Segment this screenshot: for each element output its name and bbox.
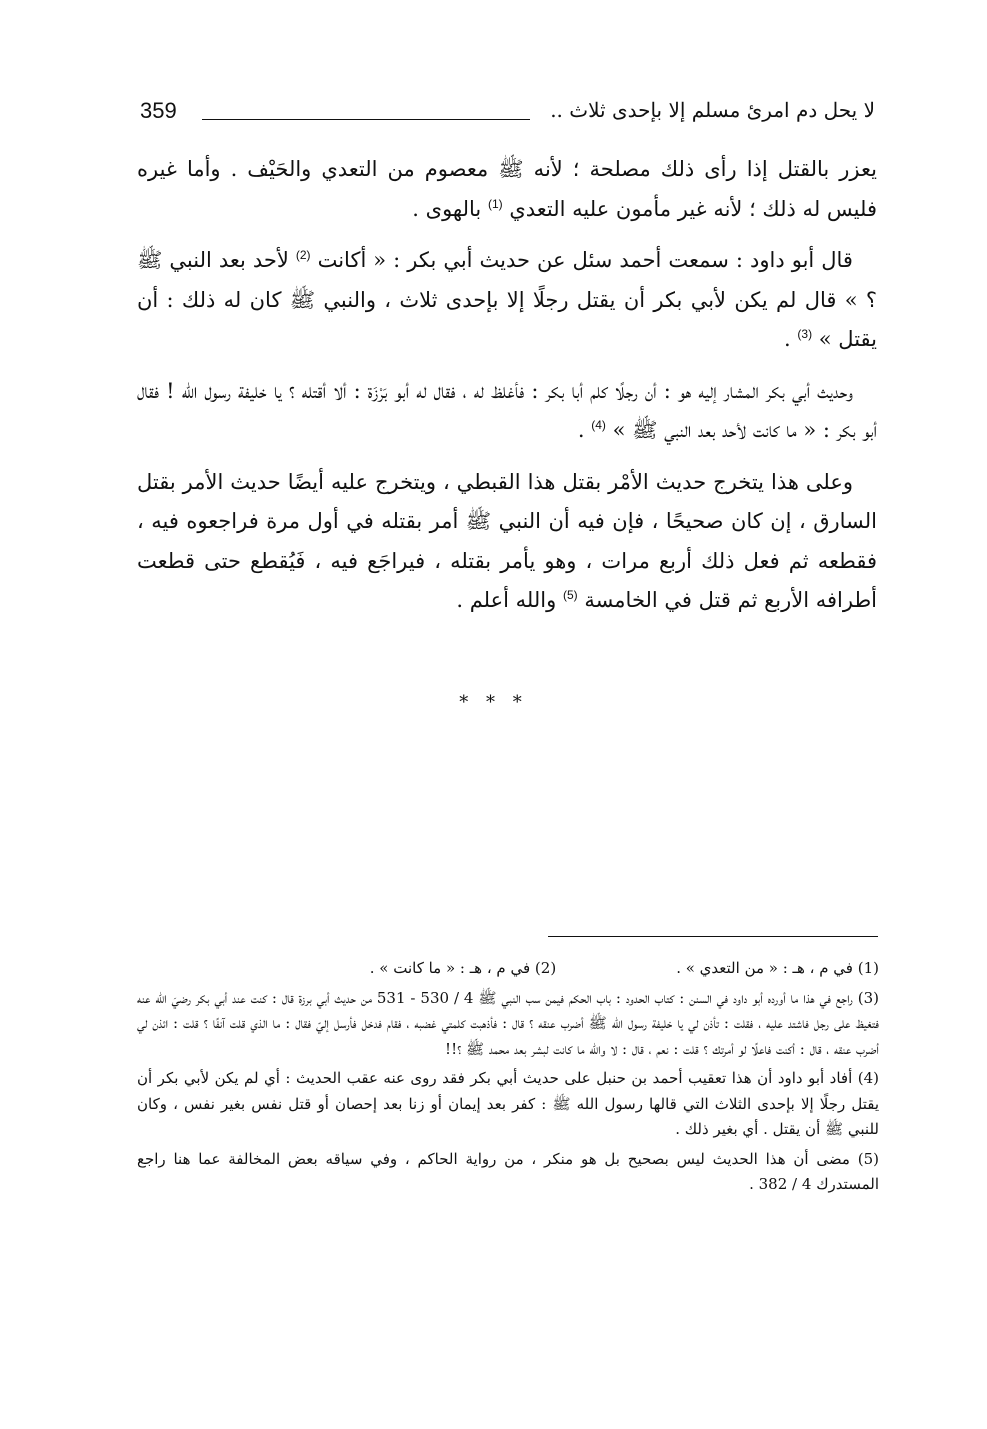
- paragraph-3-text: وحديث أبي بكر المشار إليه هو : أن رجلًا كلم أبا بكر : فأغلظ له ، فقال له أبو بَرْزَة : ألا أقتله ؟ يا خليفة رسول الله ! فقال أبو بكر : « ما كانت لأحد بعد النبي ﷺ »: [137, 378, 877, 442]
- footnote-3: (3) راجع في هذا ما أورده أبو داود في السنن : كتاب الحدود : باب الحكم فيمن سب النبي ﷺ 4 / 530 - 531 من حديث أبي برزة قال : كنت عند أبي بكر رضيَ الله عنه فتغيظ على رجل فاشتد عليه ، فقلت : تأذن لي يا خليفة رسول الله ﷺ أضرب عنقه ؟ قال : فأذهبت كلمتي غضبه ، فقام فدخل فأرسل إليّ فقال : ما الذي قلت آنفًا ؟ قلت : ائذن لي أضرب عنقه ، قال : أكنت فاعلًا لو أمرتك ؟ قلت : نعم ، قال : لا والله ما كانت لبشر بعد محمد ﷺ ؟!!: [137, 988, 879, 1058]
- running-header: [140, 98, 875, 132]
- paragraph-4-text: وعلى هذا يتخرج حديث الأمْر بقتل هذا القبطي ، ويتخرج عليه أيضًا حديث الأمر بقتل السارق ، إن كان صحيحًا ، فإن فيه أن النبي ﷺ أمر بقتله في أول مرة فراجعوه فيه ، فقطعه ثم فعل ذلك أربع مرات ، وهو يأمر بقتله ، فيراجَع فيه ، فَيُقطع حتى قطعت أطرافه الأربع ثم قتل في الخامسة: [137, 469, 877, 612]
- section-separator: * * *: [459, 692, 528, 713]
- paragraph-2-tail: .: [784, 327, 791, 351]
- paragraph-2-text-b: لأحد بعد النبي ﷺ ؟ » قال لم يكن لأبي بكر أن يقتل رجلًا إلا بإحدى ثلاث ، والنبي ﷺ كان له ذلك : أن يقتل »: [137, 248, 877, 351]
- footnote-ref-4[interactable]: (4): [591, 418, 606, 432]
- paragraph-1-text: يعزر بالقتل إذا رأى ذلك مصلحة ؛ لأنه ﷺ معصوم من التعدي والحَيْف . وأما غيره فليس له ذلك ؛ لأنه غير مأمون عليه التعدي: [137, 157, 877, 221]
- footnote-rule: [548, 936, 878, 937]
- footnote-ref-2[interactable]: (2): [295, 248, 311, 262]
- footnote-ref-5[interactable]: (5): [562, 588, 578, 602]
- paragraph-1: [137, 150, 877, 229]
- footnote-ref-3[interactable]: (3): [797, 327, 813, 341]
- paragraph-2: [137, 241, 877, 360]
- footnote-4: (4) أفاد أبو داود أن هذا تعقيب أحمد بن حنبل على حديث أبي بكر فقد روى عنه عقب الحديث : أي لم يكن لأبي بكر أن يقتل رجلًا إلا بإحدى الثلاث التي قالها رسول الله ﷺ : كفر بعد إيمان أو زنا بعد إحصان أو قتل نفس بغير نفس ، وكان للنبي ﷺ أن يقتل . أي بغير ذلك .: [137, 1069, 879, 1138]
- footnote-5: (5) مضى أن هذا الحديث ليس بصحيح بل هو منكر ، من رواية الحاكم ، وفي سياقه بعض المخالفة عما هنا راجع المستدرك 4 / 382 .: [137, 1149, 879, 1193]
- main-text: [137, 150, 877, 633]
- footnote-row-1-2: [137, 956, 879, 982]
- paragraph-4-tail: والله أعلم .: [456, 588, 557, 612]
- running-title: لا يحل دم امرئ مسلم إلا بإحدى ثلاث ..: [550, 98, 875, 122]
- footnote-ref-1[interactable]: (1): [487, 196, 503, 211]
- paragraph-2-text-a: قال أبو داود : سمعت أحمد سئل عن حديث أبي بكر : « أكانت: [317, 248, 853, 272]
- page-number: 359: [140, 98, 177, 123]
- paragraph-3: [137, 372, 877, 451]
- footnotes: [137, 956, 879, 1202]
- footnote-2: (2) في م ، هـ : « ما كانت » .: [369, 959, 557, 977]
- paragraph-1-tail: بالهوى .: [412, 196, 482, 221]
- paragraph-4: [137, 463, 877, 621]
- footnote-1: (1) في م ، هـ : « من التعدي » .: [676, 959, 879, 977]
- paragraph-3-tail: .: [577, 418, 585, 442]
- header-rule: [202, 119, 530, 120]
